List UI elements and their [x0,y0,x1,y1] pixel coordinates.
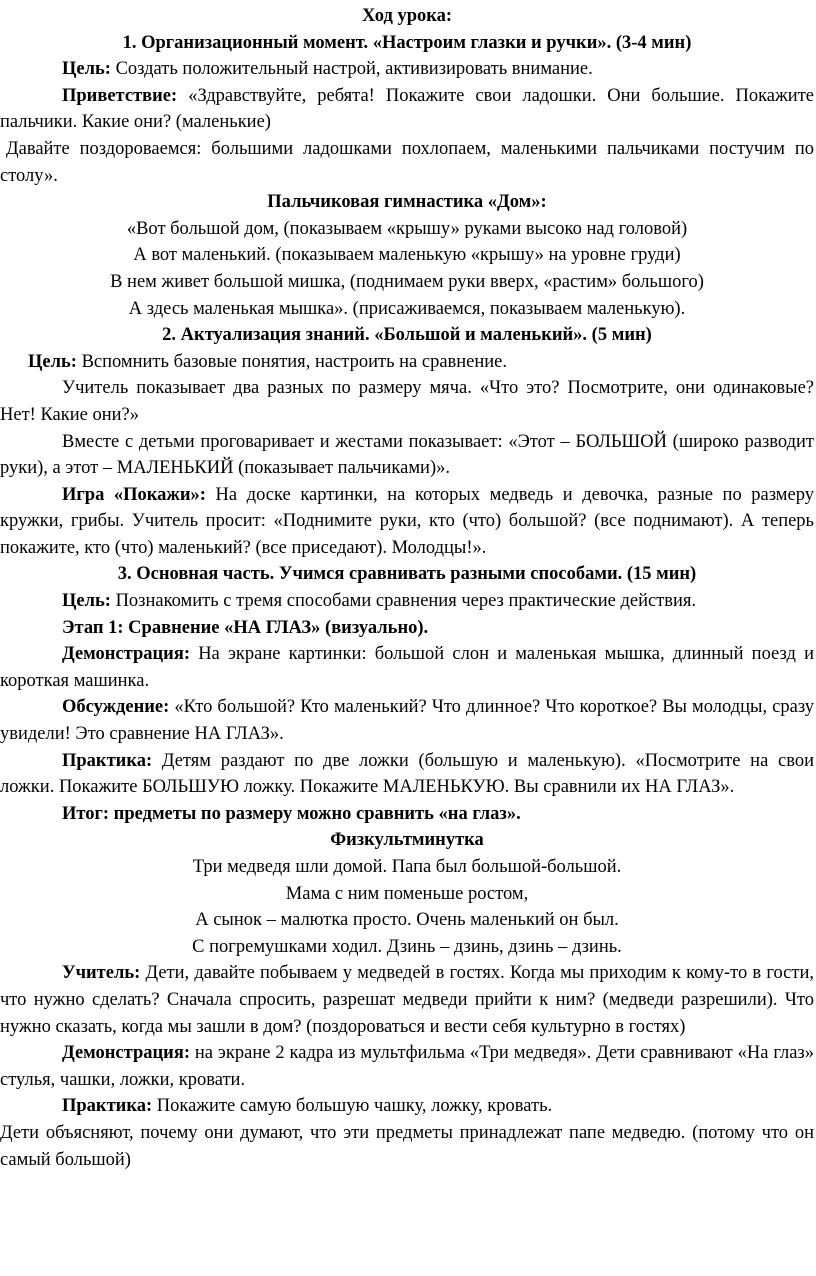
finger-gym-line: В нем живет большой мишка, (поднимаем руки вверх, «растим» большого) [110,271,704,292]
summary-line: Итог: предметы по размеру можно сравнить «на глаз». [62,803,521,824]
finger-gym-line: А вот маленький. (показываем маленькую «крышу» на уровне груди) [133,245,681,266]
teacher-paragraph: Учитель: Дети, давайте побываем у медведей в гостях. Когда мы приходим к кому-то в гости, что нужно сделать? Сначала спросить, разрешат медведи прийти к ним? (медведи разрешили). Что нужно сказать, когда мы зашли в дом? (поздороваться и вести себя культурно в гостях) [0,963,814,1037]
section-2-heading: 2. Актуализация знаний. «Большой и маленький». (5 мин) [162,325,652,346]
practice-label: Практика: [62,1096,153,1117]
poem-line: А сынок – малютка просто. Очень маленький он был. [195,910,619,931]
demo-label: Демонстрация: [62,644,190,665]
goal-label: Цель: [28,351,77,372]
greeting-paragraph: Приветствие: «Здравствуйте, ребята! Покажите свои ладошки. Они большие. Покажите пальчики. Какие они? (маленькие) [0,85,814,133]
section-1-goal: Цель: Создать положительный настрой, активизировать внимание. [62,59,593,80]
practice-label: Практика: [62,750,153,771]
greeting-label: Приветствие: [62,85,178,106]
discussion-label: Обсуждение: [62,697,170,718]
section-2-goal: Цель: Вспомнить базовые понятия, настроить на сравнение. [28,351,508,372]
section-3-heading: 3. Основная часть. Учимся сравнивать разными способами. (15 мин) [117,564,697,585]
poem-line: Три медведя шли домой. Папа был большой-большой. [192,857,622,877]
section-1-heading: 1. Организационный момент. «Настроим глазки и ручки». (3-4 мин) [122,32,692,53]
practice-paragraph: Практика: Детям раздают по две ложки (большую и маленькую). «Посмотрите на свои ложки. Покажите БОЛЬШУЮ ложку. Покажите МАЛЕНЬКУЮ. Вы сравнили их НА ГЛАЗ». [0,750,814,798]
stage-1-heading: Этап 1: Сравнение «НА ГЛАЗ» (визуально). [62,617,429,638]
poem-line: Мама с ним поменьше ростом, [285,883,529,904]
goal-label: Цель: [62,591,111,612]
game-paragraph: Игра «Покажи»: На доске картинки, на которых медведь и девочка, разные по размеру кружки, грибы. Учитель просит: «Поднимите руки, кто (что) большой? (все поднимают). А теперь покажите, кто (что) маленький? (все приседают). Молодцы!». [0,484,814,558]
demo-label: Демонстрация: [62,1043,190,1064]
finger-gym-heading: Пальчиковая гимнастика «Дом»: [267,192,547,213]
finger-gym-line: А здесь маленькая мышка». (присаживаемся, показываем маленькую). [128,298,686,319]
section-3-goal: Цель: Познакомить с тремя способами сравнения через практические действия. [62,591,697,612]
teacher-label: Учитель: [62,963,141,984]
discussion-paragraph: Обсуждение: «Кто большой? Кто маленький? Что длинное? Что короткое? Вы молодцы, сразу увидели! Это сравнение НА ГЛАЗ». [0,697,814,745]
balls-paragraph: Учитель показывает два разных по размеру мяча. «Что это? Посмотрите, они одинаковые? Нет! Какие они?» [0,378,814,425]
goal-label: Цель: [62,59,111,80]
lesson-title: Ход урока: [361,6,453,26]
phys-minute-heading: Физкультминутка [330,830,484,851]
demonstration-2-paragraph: Демонстрация: на экране 2 кадра из мультфильма «Три медведя». Дети сравнивают «На глаз» стулья, чашки, ложки, кровати. [0,1043,814,1090]
poem-line: С погремушками ходил. Дзинь – дзинь, дзинь – дзинь. [192,936,622,957]
game-label: Игра «Покажи»: [62,484,206,505]
practice-2-paragraph: Практика: Покажите самую большую чашку, ложку, кровать. [62,1096,553,1117]
demonstration-paragraph: Демонстрация: На экране картинки: большой слон и маленькая мышка, длинный поезд и короткая машинка. [0,644,814,691]
finger-gym-line: «Вот большой дом, (показываем «крышу» руками высоко над головой) [126,218,688,239]
final-paragraph: Дети объясняют, почему они думают, что эти предметы принадлежат папе медведю. (потому что он самый большой) [0,1122,814,1170]
greeting-continuation: Давайте поздороваемся: большими ладошками похлопаем, маленькими пальчиками постучим по столу». [0,138,814,186]
gesture-paragraph: Вместе с детьми проговаривает и жестами показывает: «Этот – БОЛЬШОЙ (широко разводит руки), а этот – МАЛЕНЬКИЙ (показывает пальчиками)». [0,431,814,479]
